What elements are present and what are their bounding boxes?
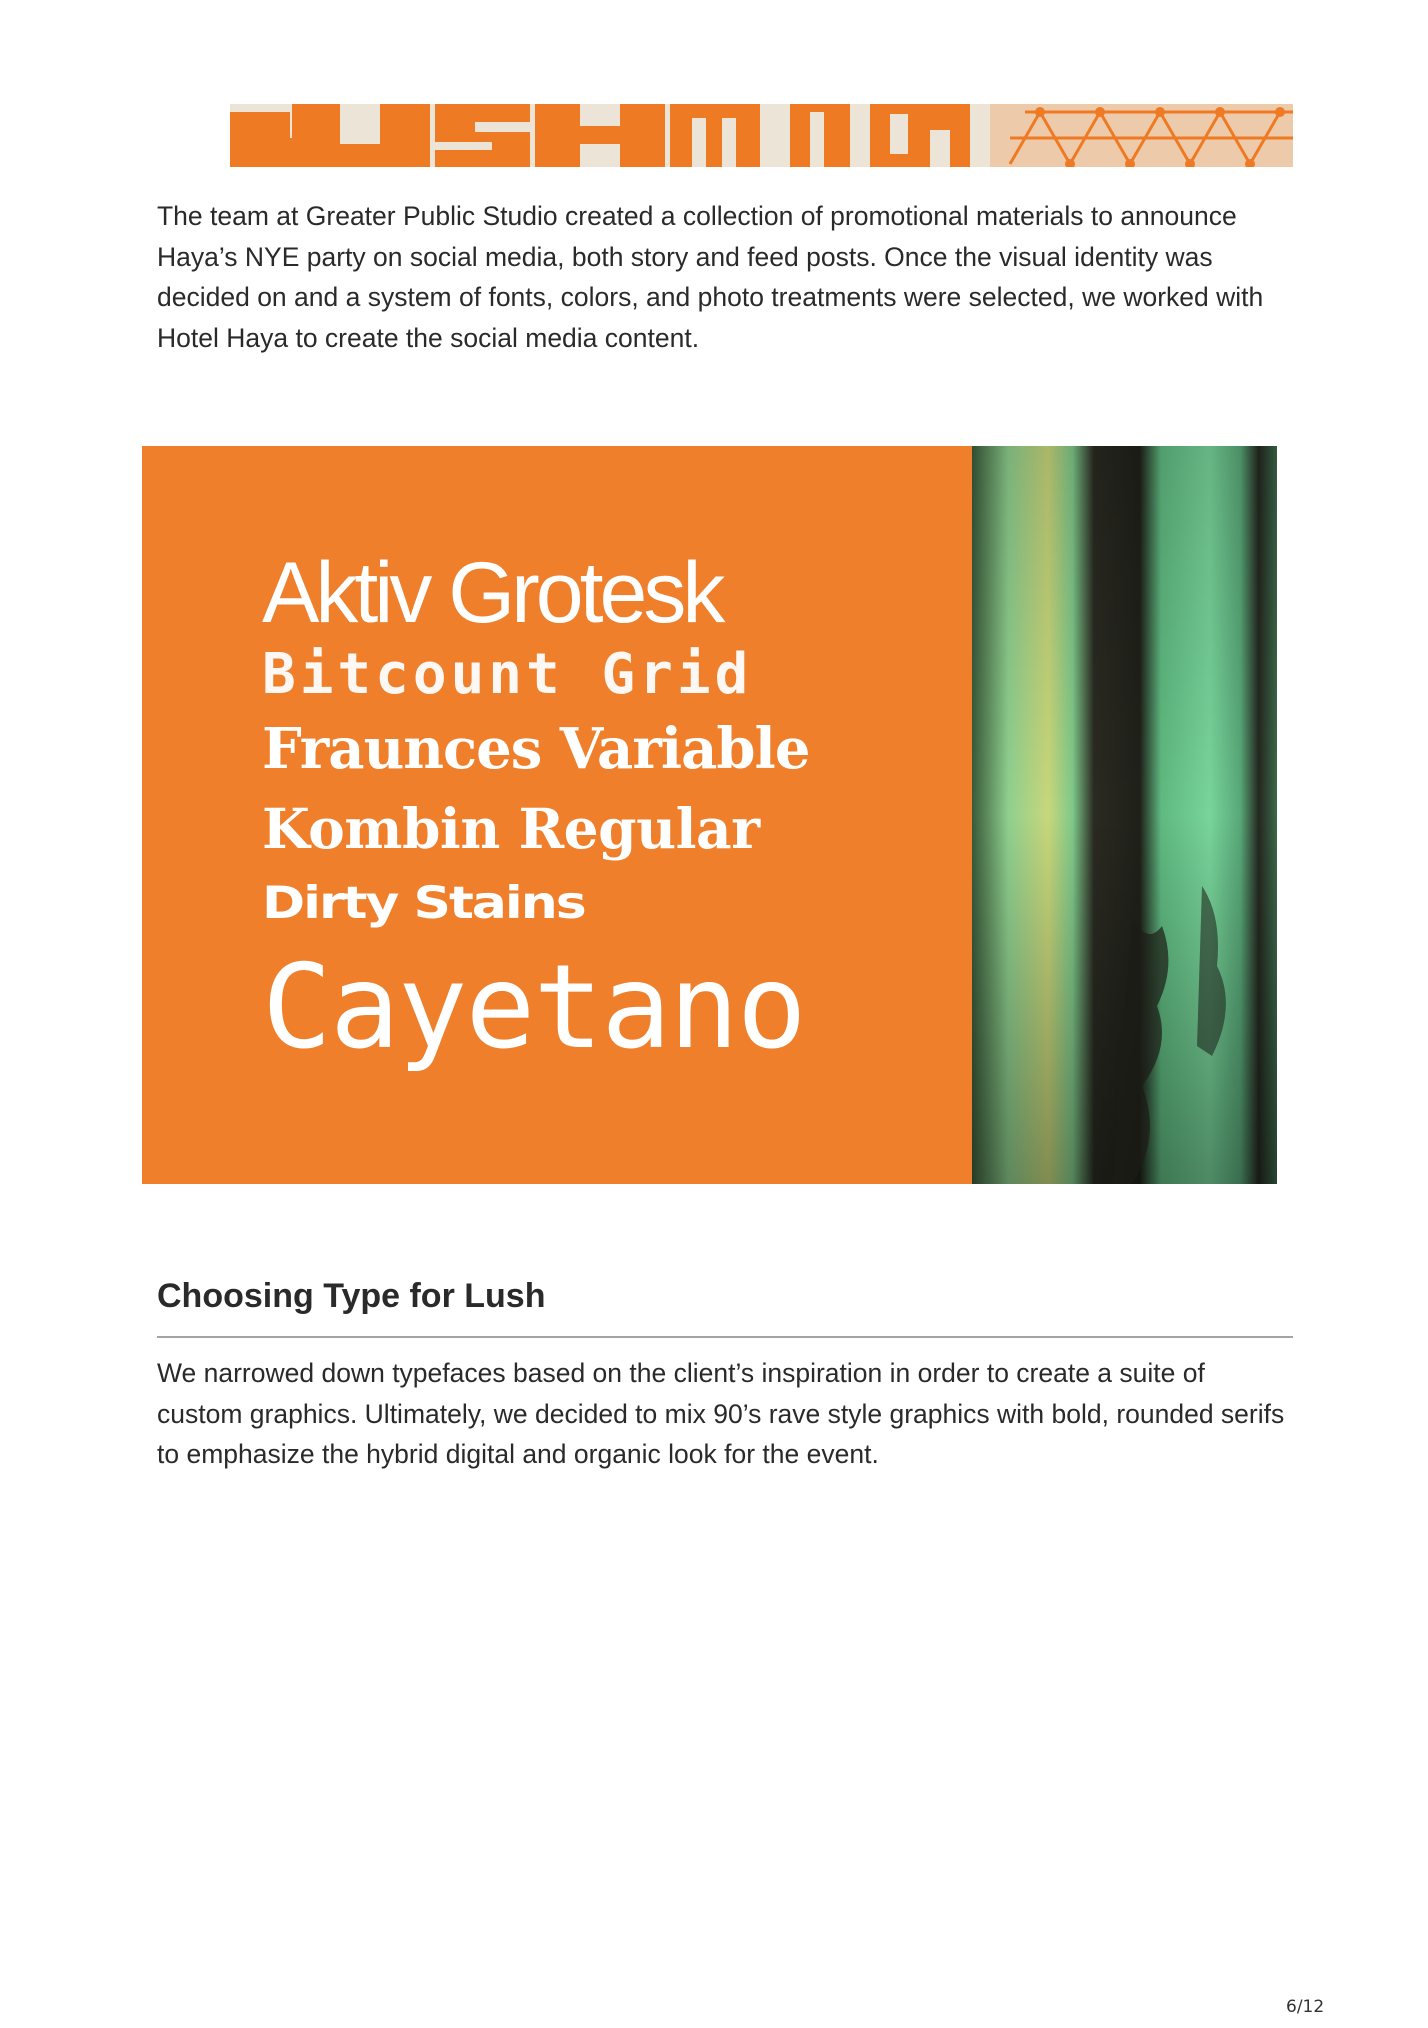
font-bitcount-grid [262, 642, 852, 707]
heading-divider [157, 1336, 1293, 1338]
font-fraunces-variable: Fraunces Variable [262, 716, 810, 782]
font-bitcount-grid-label: Bitcount Grid [262, 642, 753, 707]
banner-image [230, 104, 1293, 167]
font-aktiv-grotesk: Aktiv Grotesk [262, 545, 722, 641]
section-heading: Choosing Type for Lush [157, 1277, 546, 1315]
intro-paragraph: The team at Greater Public Studio created a collection of promotional materials to announce Haya’s NYE party on social media, both story and feed posts. Once the visual identity was decided on and a system of fonts, colors, and photo treatments were selected, we worked with Hotel Haya to create the social media content. [157, 201, 1264, 353]
lush-banner-graphic [230, 104, 1293, 167]
font-dirty-stains: Dirty Stains [262, 878, 585, 929]
specimen-panel [142, 446, 972, 1184]
page-number: 6/12 [1286, 1997, 1325, 2017]
section-paragraph: We narrowed down typefaces based on the client’s inspiration in order to create a suite of custom graphics. Ultimately, we decided to mix 90’s rave style graphics with bold, rounded serifs to emphasize the hybrid digital and organic look for the event. [157, 1358, 1285, 1469]
font-cayetano: Cayetano [262, 940, 805, 1075]
type-specimen-image [142, 446, 1277, 1184]
font-kombin-regular: Kombin Regular [262, 796, 760, 861]
green-curtain-photo [972, 446, 1277, 1184]
